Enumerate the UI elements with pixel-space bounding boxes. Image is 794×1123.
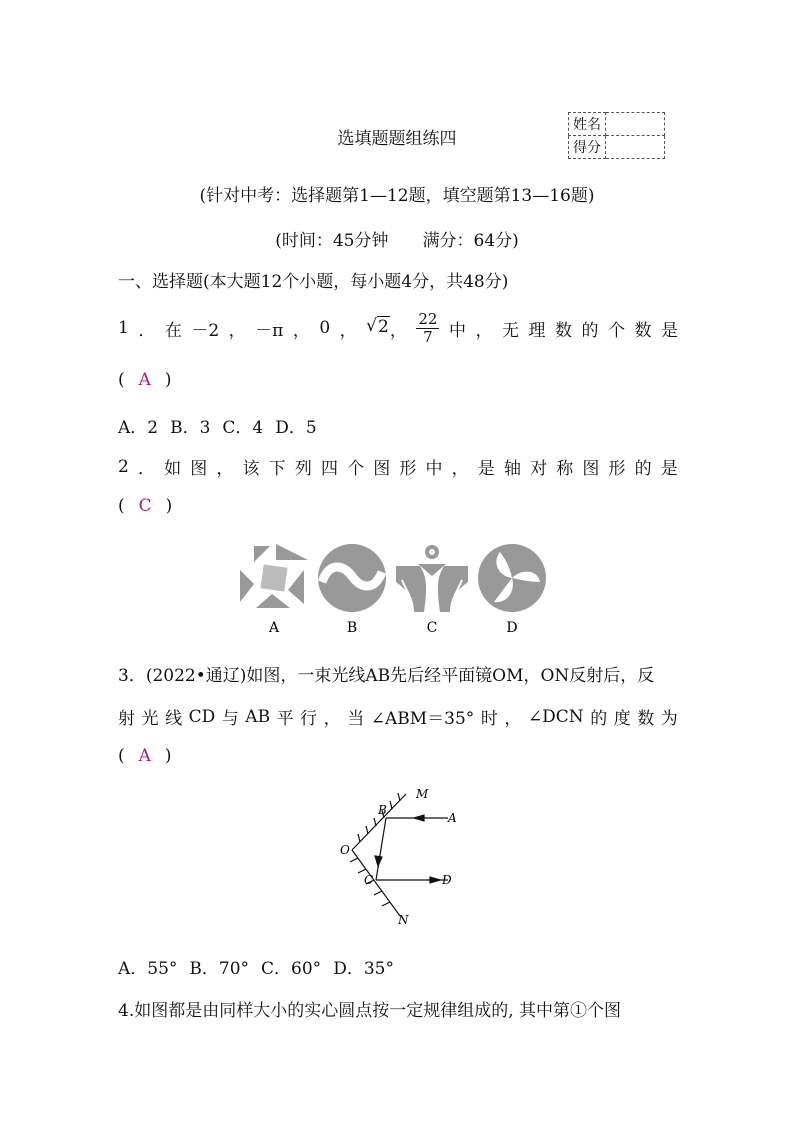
- time-line: (时间：45分钟 满分：64分): [275, 231, 519, 251]
- question-2-answer: ( C ): [118, 496, 173, 516]
- figure-label-b: B: [346, 620, 358, 636]
- option-b: B．70°: [189, 959, 250, 979]
- answer-text: C: [138, 496, 152, 516]
- label-c: C: [364, 873, 374, 887]
- answer-text: A: [138, 370, 151, 390]
- score-label: 得分: [569, 136, 606, 159]
- figure-a-pinwheel: [240, 544, 308, 608]
- label-n: N: [398, 913, 409, 927]
- figure-d-swirl: [478, 544, 546, 612]
- option-a: A．2: [118, 418, 159, 438]
- label-a: A: [448, 811, 457, 825]
- section-heading: 一、选择题(本大题12个小题，每小题4分，共48分): [118, 272, 509, 292]
- figure-label-c: C: [426, 620, 438, 636]
- figure-c-emblem: [396, 545, 468, 612]
- question-4-line1: 4.如图都是由同样大小的实心圆点按一定规律组成的, 其中第①个图: [118, 1001, 622, 1021]
- question-1-line1: 1 ． 在 －2 ， －π ， 0 ， √ 2 ， $\frac{22}{7}$ 中 ， 无 理 数 的 个 数 是: [118, 309, 678, 346]
- fraction: $\frac{22}{7}$: [418, 309, 438, 346]
- figure-b-wave: [318, 542, 386, 612]
- question-3-options: [118, 954, 678, 979]
- question-3-answer: ( A ): [118, 746, 172, 766]
- option-b: B．3: [170, 418, 211, 438]
- page-title: 选填题题组练四: [337, 129, 457, 149]
- question-2-line1: 2 ． 如 图 ， 该 下 列 四 个 图 形 中 ， 是 轴 对 称 图 形 的 是: [118, 456, 678, 479]
- question-3-line1: 3．(2022•通辽)如图，一束光线AB先后经平面镜OM，ON反射后，反: [118, 666, 655, 686]
- option-a: A．55°: [118, 959, 178, 979]
- option-c: C．60°: [261, 959, 322, 979]
- name-field[interactable]: [606, 113, 665, 136]
- question-1-options: [118, 413, 678, 438]
- option-d: D．35°: [333, 959, 394, 979]
- label-d: D: [442, 873, 452, 887]
- figure-label-d: D: [506, 620, 518, 636]
- name-score-box: [568, 112, 665, 159]
- label-o: O: [340, 843, 350, 857]
- label-b: B: [378, 803, 387, 817]
- question-3-line2: 射 光 线 CD 与 AB 平 行 ， 当 ∠ABM＝35° 时 ， ∠DCN 的 度 数 为: [118, 706, 678, 729]
- q2-figures: [236, 540, 552, 640]
- question-1-answer: ( A ): [118, 370, 172, 390]
- q3-mirror-figure: [330, 784, 470, 930]
- name-label: 姓名: [569, 113, 606, 136]
- score-field[interactable]: [606, 136, 665, 159]
- figure-label-a: A: [268, 620, 280, 636]
- option-d: D．5: [275, 418, 317, 438]
- sqrt-expression: √ 2 ，: [366, 315, 407, 341]
- answer-text: A: [138, 746, 151, 766]
- subtitle: (针对中考：选择题第1—12题，填空题第13—16题): [199, 186, 595, 206]
- label-m: M: [416, 787, 429, 801]
- option-c: C．4: [222, 418, 264, 438]
